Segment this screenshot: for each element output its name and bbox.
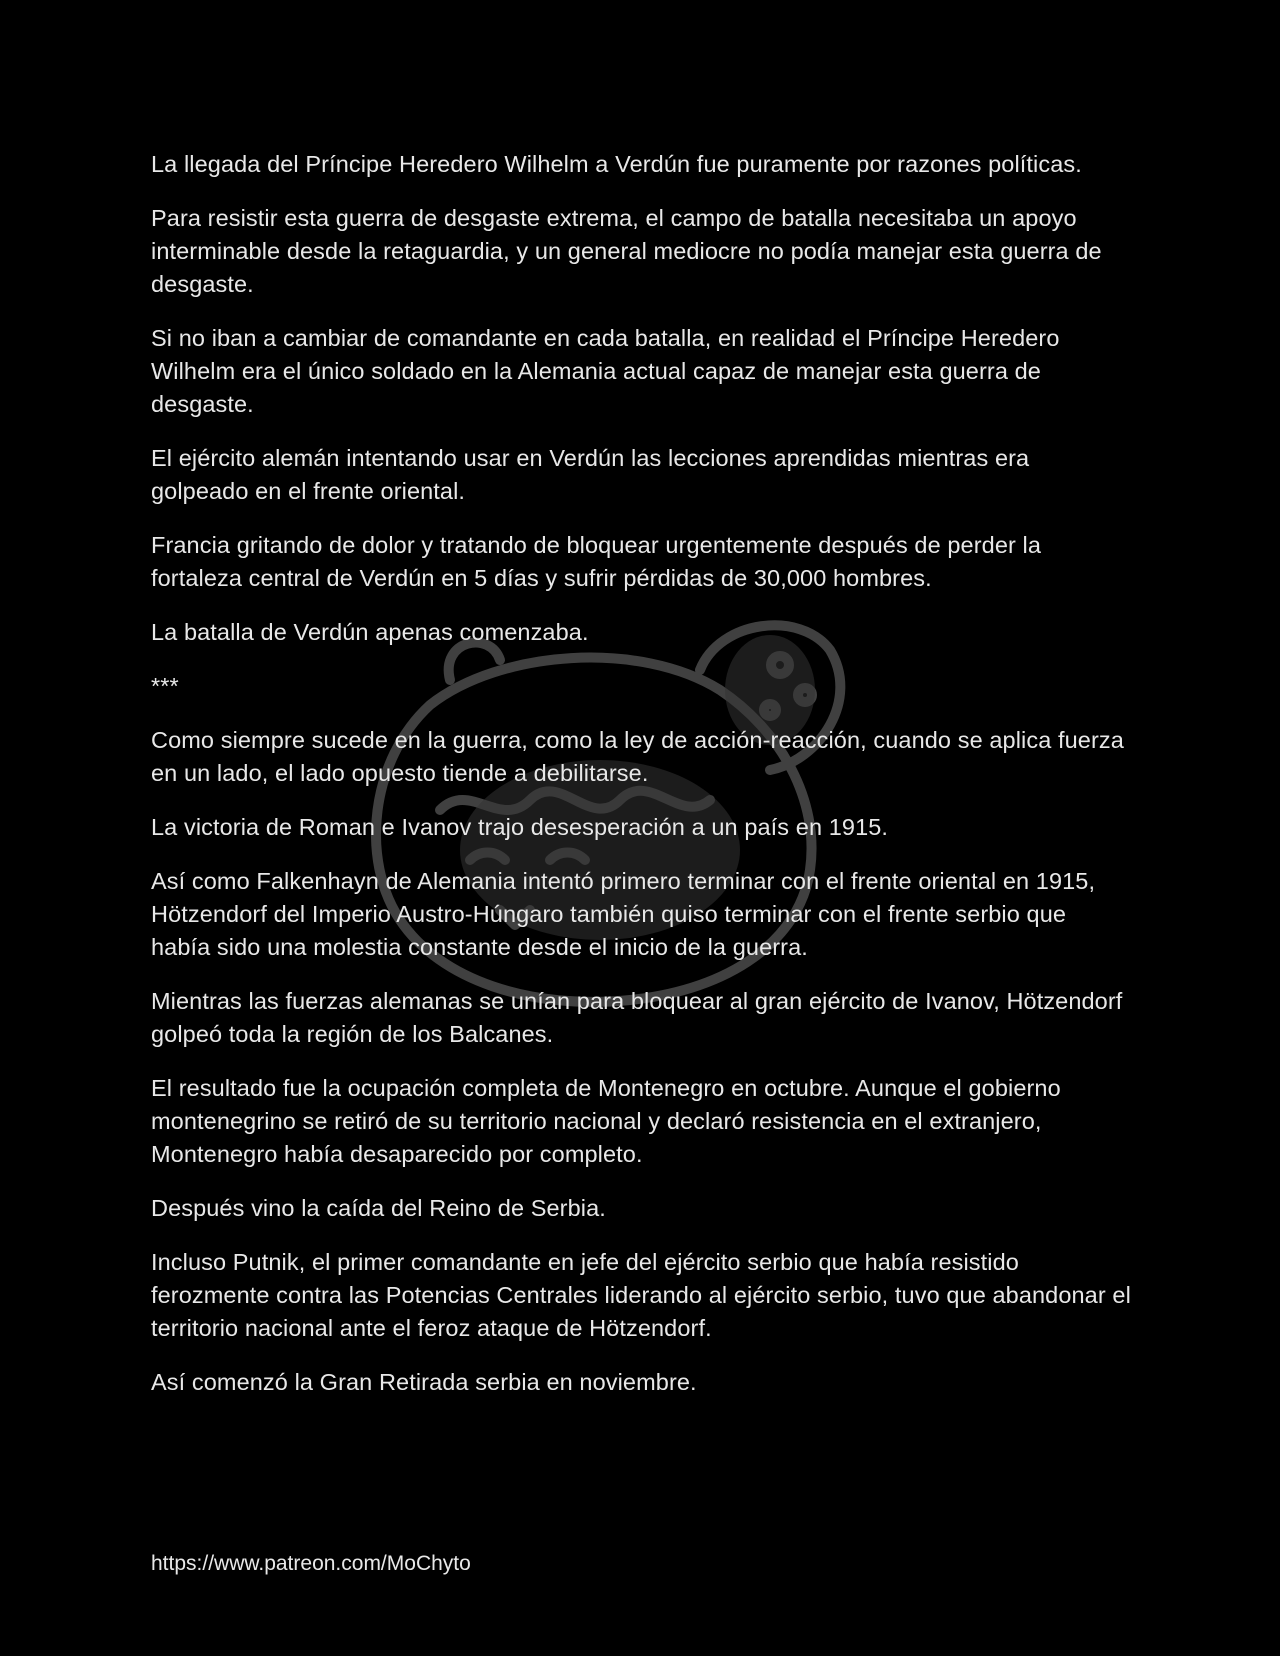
paragraph: El resultado fue la ocupación completa de Montenegro en octubre. Aunque el gobierno montenegrino se retiró de su territorio nacional y declaró resistencia en el extranjero, Montenegro había desaparecido por completo. [151, 1075, 1061, 1167]
paragraph: La llegada del Príncipe Heredero Wilhelm a Verdún fue puramente por razones políticas. [151, 151, 1082, 177]
paragraph: Después vino la caída del Reino de Serbia. [151, 1195, 606, 1221]
paragraph: El ejército alemán intentando usar en Verdún las lecciones aprendidas mientras era golpeado en el frente oriental. [151, 445, 1030, 504]
scene-break: *** [151, 673, 179, 699]
paragraph: Incluso Putnik, el primer comandante en jefe del ejército serbio que había resistido ferozmente contra las Potencias Centrales liderando al ejército serbio, tuvo que abandonar el territorio nacional ante el feroz ataque de Hötzendorf. [151, 1249, 1131, 1341]
paragraph: Francia gritando de dolor y tratando de bloquear urgentemente después de perder la fortaleza central de Verdún en 5 días y sufrir pérdidas de 30,000 hombres. [151, 532, 1042, 591]
paragraph: La batalla de Verdún apenas comenzaba. [151, 619, 589, 645]
paragraph: La victoria de Roman e Ivanov trajo desesperación a un país en 1915. [151, 814, 889, 840]
article-body [151, 148, 1131, 1420]
paragraph: Así como Falkenhayn de Alemania intentó primero terminar con el frente oriental en 1915, Hötzendorf del Imperio Austro-Húngaro también quiso terminar con el frente serbio que había sido una molestia constante desde el inicio de la guerra. [151, 868, 1096, 960]
paragraph: Mientras las fuerzas alemanas se unían para bloquear al gran ejército de Ivanov, Hötzendorf golpeó toda la región de los Balcanes. [151, 988, 1123, 1047]
patreon-link[interactable]: https://www.patreon.com/MoChyto [151, 1552, 471, 1575]
paragraph: Para resistir esta guerra de desgaste extrema, el campo de batalla necesitaba un apoyo interminable desde la retaguardia, y un general mediocre no podía manejar esta guerra de desgaste. [151, 205, 1102, 297]
paragraph: Así comenzó la Gran Retirada serbia en noviembre. [151, 1369, 697, 1395]
paragraph: Si no iban a cambiar de comandante en cada batalla, en realidad el Príncipe Heredero Wilhelm era el único soldado en la Alemania actual capaz de manejar esta guerra de desgaste. [151, 325, 1060, 417]
paragraph: Como siempre sucede en la guerra, como la ley de acción-reacción, cuando se aplica fuerza en un lado, el lado opuesto tiende a debilitarse. [151, 727, 1124, 786]
